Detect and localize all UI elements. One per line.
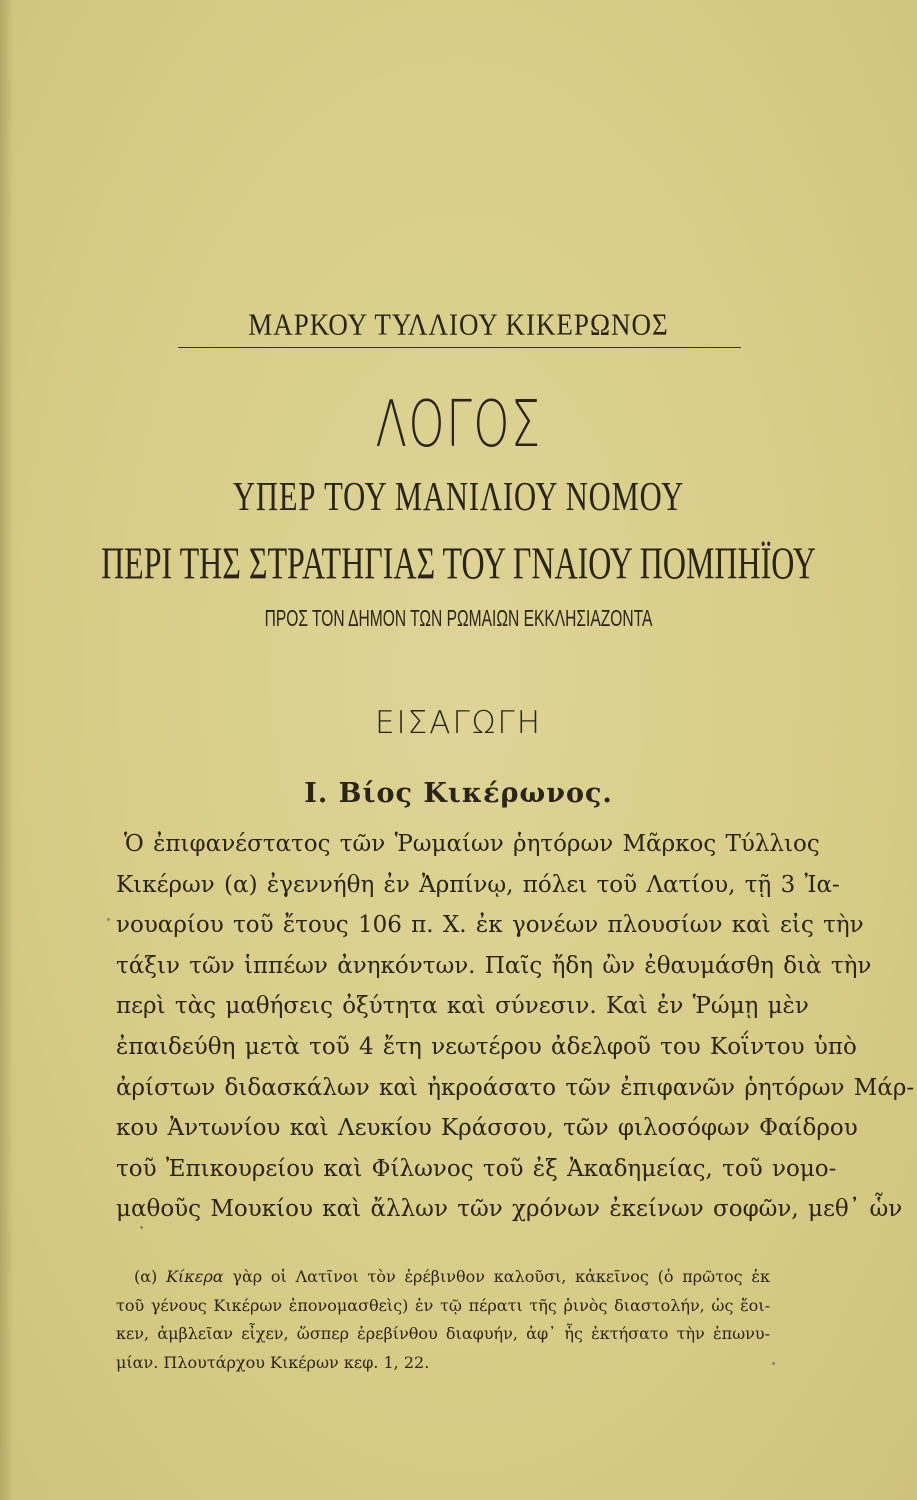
footnote-keyword: Κίκερα [166,1267,224,1286]
body-line: Κικέρων (α) ἐγεννήθη ἐν Ἀρπίνῳ, πόλει τοῦ Λατίου, τῇ 3 Ἰα- [116,871,840,898]
author-heading: ΜΑΡΚΟΥ ΤΥΛΛΙΟΥ ΚΙΚΕΡΩΝΟΣ [248,307,669,342]
footnote-line-text: γὰρ οἱ Λατῖνοι τὸν ἐρέβινθον καλοῦσι, κἀκεῖνος (ὁ πρῶτος ἐκ [232,1267,771,1286]
section-title: ΕΙΣΑΓΩΓΗ [374,705,543,741]
body-line: τάξιν τῶν ἱππέων ἀνηκόντων. Παῖς ἤδη ὢν ἐθαυμάσθη διὰ τὴν [116,952,872,979]
body-line: τοῦ Ἐπικουρείου καὶ Φίλωνος τοῦ ἐξ Ἀκαδημείας, τοῦ νομο- [116,1155,837,1182]
paper-speck [772,1362,775,1365]
body-line: ἀρίστων διδασκάλων καὶ ἠκροάσατο τῶν ἐπιφανῶν ῥητόρων Μάρ- [116,1074,915,1101]
subtitle-line-1: ΥΠΕΡ ΤΟΥ ΜΑΝΙΛΙΟΥ ΝΟΜΟΥ [232,473,685,520]
paper-speck [107,918,110,921]
footnote [116,1263,770,1377]
heading-rule [178,347,741,348]
body-line: ἐπαιδεύθη μετὰ τοῦ 4 ἔτη νεωτέρου ἀδελφοῦ του Κοΐντου ὑπὸ [116,1033,857,1060]
paper-speck [140,1226,143,1229]
page-edge-shadow [0,0,14,1500]
body-line: Ὁ ἐπιφανέστατος τῶν Ῥωμαίων ῥητόρων Μᾶρκος Τύλλιος [124,831,820,857]
footnote-line: τοῦ γένους Κικέρων ἐπονομασθεὶς) ἐν τῷ πέρατι τῆς ῥινὸς διαστολήν, ὡς ἔοι- [116,1295,770,1315]
footnote-marker: (α) [134,1267,158,1286]
body-line: μαθοῦς Μουκίου καὶ ἄλλων τῶν χρόνων ἐκείνων σοφῶν, μεθ᾽ ὧν [116,1196,903,1223]
body-line: κου Ἀντωνίου καὶ Λευκίου Κράσσου, τῶν φιλοσόφων Φαίδρου [116,1115,858,1142]
subtitle-line-2: ΠΕΡΙ ΤΗΣ ΣΤΡΑΤΗΓΙΑΣ ΤΟΥ ΓΝΑΙΟΥ ΠΟΜΠΗΪΟΥ [101,537,816,589]
body-paragraph [116,824,915,1230]
subtitle-line-3: ΠΡΟΣ ΤΟΝ ΔΗΜΟΝ ΤΩΝ ΡΩΜΑΙΩΝ ΕΚΚΛΗΣΙΑΖΟΝΤΑ [264,607,653,633]
footnote-line: μίαν. Πλουτάρχου Κικέρων κεφ. 1, 22. [116,1352,430,1372]
main-title: ΛΟΓΟΣ [375,388,542,462]
body-line: περὶ τὰς μαθήσεις ὀξύτητα καὶ σύνεσιν. Καὶ ἐν Ῥώμῃ μὲν [116,993,809,1020]
chapter-title: Ι. Βίος Κικέρωνος. [304,778,613,809]
body-line: νουαρίου τοῦ ἔτους 106 π. Χ. ἐκ γονέων πλουσίων καὶ εἰς τὴν [116,912,864,939]
footnote-line [116,1263,770,1292]
footnote-line: κεν, ἀμβλεῖαν εἶχεν, ὥσπερ ἐρεβίνθου διαφυήν, ἀφ᾽ ἧς ἐκτήσατο τὴν ἐπωνυ- [116,1324,770,1343]
